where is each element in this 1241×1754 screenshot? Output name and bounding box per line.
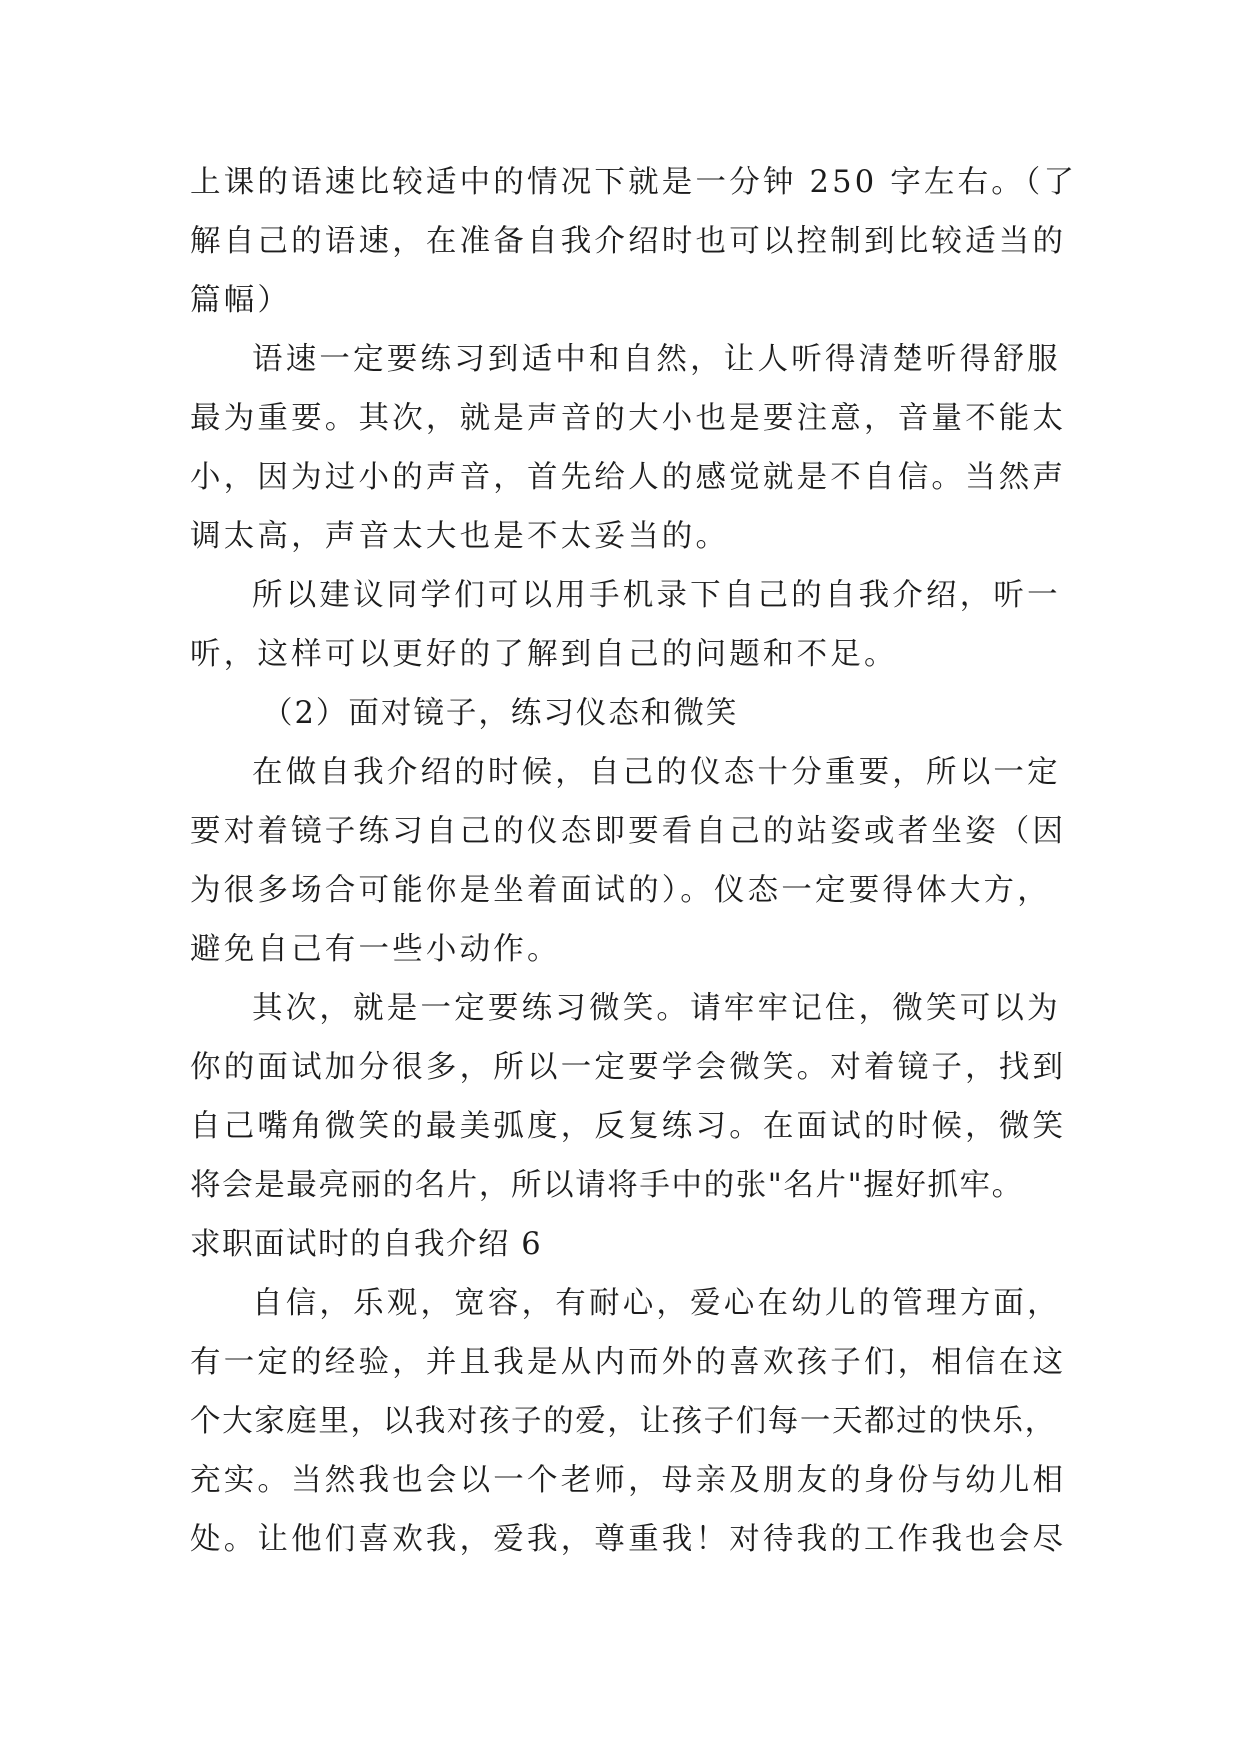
text-line: 个大家庭里，以我对孩子的爱，让孩子们每一天都过的快乐， — [190, 1404, 1057, 1439]
text-line: 上课的语速比较适中的情况下就是一分钟 250 字左右。（了 — [190, 165, 1078, 200]
text-line: 自己嘴角微笑的最美弧度，反复练习。在面试的时候，微笑 — [190, 1109, 1067, 1144]
text-line: 为很多场合可能你是坐着面试的）。仪态一定要得体大方， — [190, 873, 1051, 908]
text-line: 要对着镜子练习自己的仪态即要看自己的站姿或者坐姿（因 — [190, 814, 1067, 849]
text-line: 最为重要。其次，就是声音的大小也是要注意，音量不能太 — [190, 401, 1067, 436]
paragraph-first-line: 在做自我介绍的时候，自己的仪态十分重要，所以一定 — [252, 755, 1061, 790]
paragraph-first-line: 自信，乐观，宽容，有耐心，爱心在幼儿的管理方面， — [252, 1286, 1061, 1321]
text-line: 将会是最亮丽的名片，所以请将手中的张"名片"握好抓牢。 — [190, 1168, 1024, 1203]
text-line: 小，因为过小的声音，首先给人的感觉就是不自信。当然声 — [190, 460, 1067, 495]
section-heading: 求职面试时的自我介绍 6 — [190, 1227, 543, 1262]
text-line: 篇幅） — [190, 283, 292, 318]
text-line: 听，这样可以更好的了解到自己的问题和不足。 — [190, 637, 898, 672]
section-subheading: （2）面对镜子，练习仪态和微笑 — [262, 696, 739, 731]
paragraph-first-line: 其次，就是一定要练习微笑。请牢牢记住，微笑可以为 — [252, 991, 1061, 1026]
text-line: 避免自己有一些小动作。 — [190, 932, 561, 967]
text-line: 你的面试加分很多，所以一定要学会微笑。对着镜子，找到 — [190, 1050, 1067, 1085]
text-line: 解自己的语速，在准备自我介绍时也可以控制到比较适当的 — [190, 224, 1067, 259]
text-line: 充实。当然我也会以一个老师，母亲及朋友的身份与幼儿相 — [190, 1463, 1067, 1498]
text-line: 处。让他们喜欢我，爱我，尊重我！对待我的工作我也会尽 — [190, 1522, 1067, 1557]
paragraph-first-line: 所以建议同学们可以用手机录下自己的自我介绍，听一 — [252, 578, 1061, 613]
text-line: 调太高，声音太大也是不太妥当的。 — [190, 519, 730, 554]
text-line: 有一定的经验，并且我是从内而外的喜欢孩子们，相信在这 — [190, 1345, 1067, 1380]
paragraph-first-line: 语速一定要练习到适中和自然，让人听得清楚听得舒服 — [252, 342, 1061, 377]
